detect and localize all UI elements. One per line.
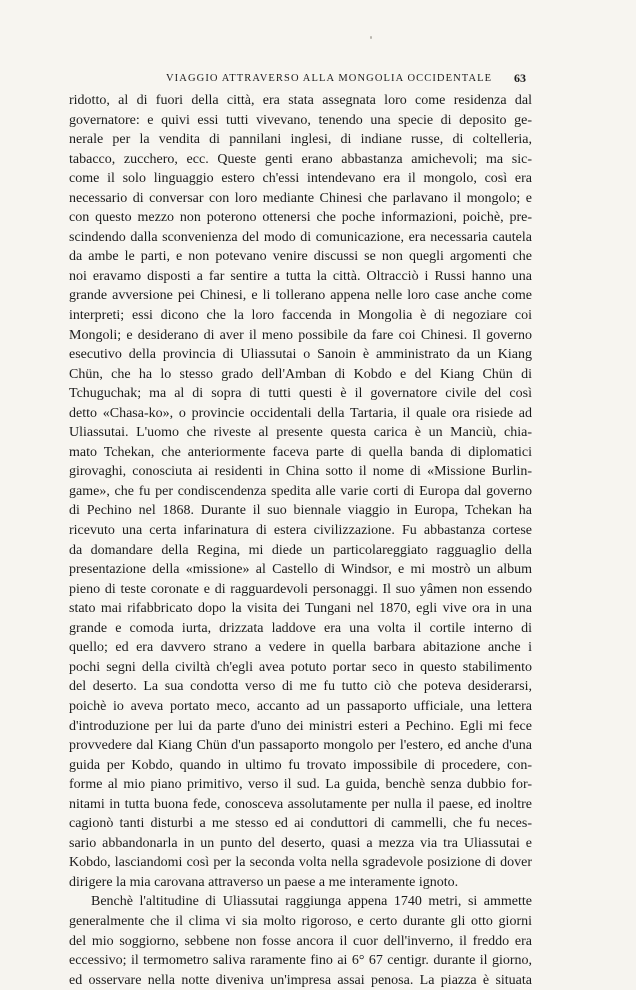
running-title: VIAGGIO ATTRAVERSO ALLA MONGOLIA OCCIDENTALE — [166, 73, 493, 84]
text-line: sario abbandonarla in un punto del deserto, quasi a mezza via tra Uliassutai e — [69, 835, 532, 851]
text-line: scindendo dalla sconvenienza del modo di comunicazione, era necessaria cautela — [69, 229, 532, 245]
text-line: tabacco, zucchero, ecc. Queste genti erano abbastanza amichevoli; ma sic- — [69, 151, 532, 167]
text-line: grande e comoda iurta, drizzata laddove era una volta il cortile interno di — [69, 620, 532, 636]
text-line: noi eravamo disposti a far sentire a tutta la città. Oltracciò i Russi hanno una — [69, 268, 532, 284]
text-line: pieno di teste coronate e di ragguardevoli personaggi. Il suo yâmen non essendo — [69, 581, 532, 597]
text-line: governatore: e quivi essi tutti vivevano, tenendo una specie di deposito ge- — [69, 112, 532, 128]
text-line: nitami in tutta buona fede, conosceva assolutamente per nulla il paese, ed inoltre — [69, 796, 532, 812]
text-line: con questo mezzo non poterono ottenersi che poche informazioni, poichè, pre- — [69, 210, 532, 226]
text-line: dirigere la mia carovana attraverso un paese a me interamente ignoto. — [69, 874, 459, 890]
text-line: da ambe le parti, e non potevano venire discussi se non quegli argomenti che — [69, 249, 532, 265]
text-line: nerale per la vendita di pannilani inglesi, di indiane russe, di coltelleria, — [69, 132, 532, 148]
text-line: provvedere dal Kiang Chün d'un passaporto mongolo per l'estero, ed anche d'una — [69, 738, 532, 754]
text-line: stato mai rifabbricato dopo la visita dei Tungani nel 1870, egli vive ora in una — [69, 601, 532, 617]
text-line: mato Tchekan, che anteriormente faceva parte di quella banda di diplomatici — [69, 444, 532, 460]
text-line: Kobdo, lasciandomi così per la seconda volta nella sgradevole posizione di dover — [69, 855, 532, 871]
text-line: eccessivo; il termometro saliva raramente fino ai 6° 67 centigr. durante il giorno, — [69, 953, 532, 969]
text-line: forme al mio piano primitivo, verso il sud. La guida, benchè senza dubbio for- — [69, 777, 532, 793]
text-line: ed osservare nella notte diveniva un'impresa assai penosa. La piazza è situata — [69, 972, 532, 988]
text-line: presentazione della «missione» al Castello di Windsor, e mi mostrò un album — [69, 562, 532, 578]
text-line: guida per Kobdo, quando in ultimo fu trovato impossibile di procedere, con- — [69, 757, 532, 773]
text-line: esecutivo della provincia di Uliassutai o Sanoin è amministrato da un Kiang — [69, 347, 532, 363]
page-number: 63 — [514, 71, 526, 85]
text-line: Mongoli; e desiderano di aver il meno possibile da fare coi Chinesi. Il governo — [69, 327, 532, 343]
text-line: necessario di conversar con loro mediante Chinesi che parlavano il mongolo; e — [69, 190, 532, 206]
text-line: di Pechino nel 1868. Durante il suo biennale viaggio in Europa, Tchekan ha — [69, 503, 532, 519]
text-line: girovaghi, conosciuta ai residenti in China sotto il nome di «Missione Burlin- — [69, 464, 532, 480]
text-line: quello; ed era davvero strano a vedere in quella barbara abitazione anche i — [69, 640, 532, 656]
text-line: come il solo linguaggio estero ch'essi intendevano era il mongolo, così era — [69, 171, 532, 187]
running-head — [96, 71, 526, 89]
text-line: poichè io aveva portato meco, accanto ad un passaporto ufficiale, una lettera — [69, 698, 532, 714]
text-line: cagionò tanti disturbi a me stesso ed ai conduttori di cammelli, che fu neces- — [69, 816, 532, 832]
text-line: del deserto. La sua condotta verso di me fu tutto ciò che poteva desiderarsi, — [69, 679, 532, 695]
text-line: interpreti; essi dicono che la loro faccenda in Mongolia è di negoziare coi — [69, 308, 532, 324]
text-line: Chün, che ha lo stesso grado dell'Amban di Kobdo e del Kiang Chün di — [69, 366, 532, 382]
text-line: ricevuto una certa infarinatura di estera civilizzazione. Fu abbastanza cortese — [69, 523, 532, 539]
text-line: detto «Chasa-ko», o provincie occidentali della Tartaria, il quale ora risiede ad — [69, 405, 532, 421]
text-line: del mio soggiorno, sebbene non fosse ancora il cuor dell'inverno, il freddo era — [69, 933, 532, 949]
paper-speck — [370, 36, 372, 39]
text-line: Benchè l'altitudine di Uliassutai raggiunga appena 1740 metri, si ammette — [91, 894, 532, 910]
text-line: ridotto, al di fuori della città, era stata assegnata loro come residenza dal — [69, 93, 532, 108]
text-line: grande avversione pei Chinesi, e li tollerano appena nelle loro case anche come — [69, 288, 532, 304]
text-line: d'introduzione per lui da parte d'uno dei ministri esteri a Pechino. Egli mi fece — [69, 718, 532, 734]
text-line: pochi segni della civiltà ch'egli avea potuto portar seco in questo stabilimento — [69, 659, 532, 675]
text-line: da domandare della Regina, mi diede un particolareggiato ragguaglio della — [69, 542, 532, 558]
text-line: game», che fu per condiscendenza spedita alle varie corti di Europa dal governo — [69, 483, 532, 499]
text-line: Uliassutai. L'uomo che riveste al presente questa carica è un Manciù, chia- — [69, 425, 532, 441]
text-line: Tchuguchak; ma al di sopra di tutti questi è il governatore civile del così — [69, 386, 532, 402]
body-text — [69, 91, 532, 990]
text-line: generalmente che il clima vi sia molto rigoroso, e certo durante gli otto giorni — [69, 913, 532, 929]
